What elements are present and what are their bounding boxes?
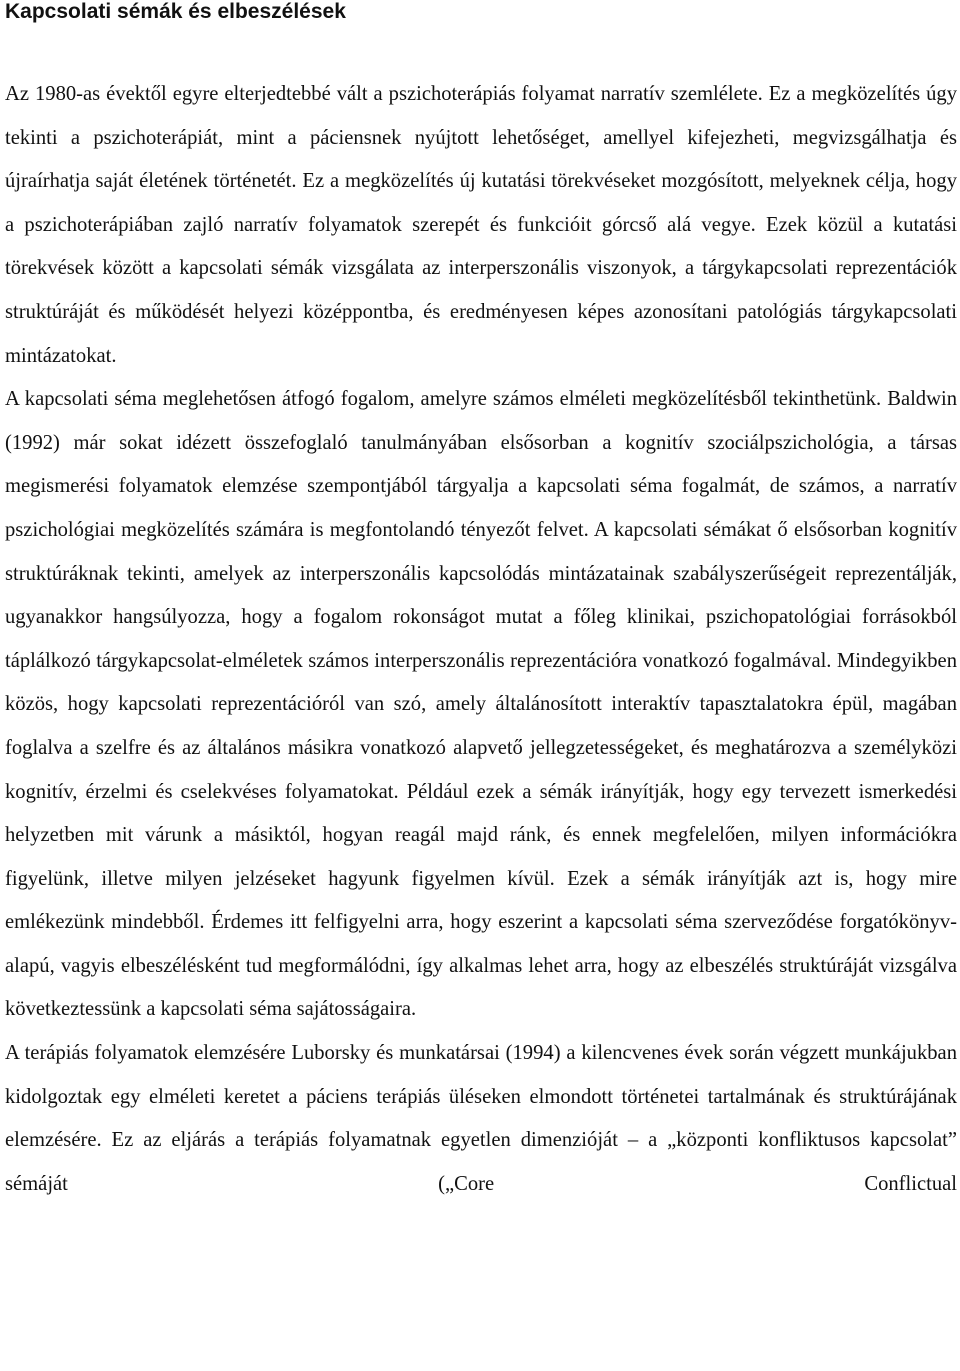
paragraph-2: A kapcsolati séma meglehetősen átfogó fogalom, amelyre számos elméleti megközelítésből tekinthetünk. Baldwin (1992) már sokat idézett összefoglaló tanulmányában elsősorban a kognitív szociálpszichológia, a társas megismerési folyamatok elemzése szempontjából tárgyalja a kapcsolati séma fogalmát, de számos, a narratív pszichológiai megközelítés számára is megfontolandó tényezőt felvet. A kapcsolati sémákat ő elsősorban kognitív struktúráknak tekinti, amelyek az interperszonális kapcsolódás mintázatainak szabályszerűségeit reprezentálják, ugyanakkor hangsúlyozza, hogy a fogalom rokonságot mutat a főleg klinikai, pszichopatológiai forrásokból táplálkozó tárgykapcsolat-elméletek számos interperszonális reprezentációra vonatkozó fogalmával. Mindegyikben közös, hogy kapcsolati reprezentációról van szó, amely általánosított interaktív tapasztalatokra épül, magában foglalva a szelfre és az általános másikra vonatkozó alapvető jellegzetességeket, és meghatározva a személyközi kognitív, érzelmi és cselekvéses folyamatokat. Például ezek a sémák irányítják, hogy egy tervezett ismerkedési helyzetben mit várunk a másiktól, hogyan reagál majd ránk, és ennek megfelelően, milyen információkra figyelünk, illetve milyen jelzéseket hagyunk figyelmen kívül. Ezek a sémák irányítják azt is, hogy mire emlékezünk mindebből. Érdemes itt felfigyelni arra, hogy eszerint a kapcsolati séma szerveződése forgatókönyv-alapú, vagyis elbeszélésként tud megformálódni, így alkalmas lehet arra, hogy az elbeszélés struktúráját vizsgálva következtessünk a kapcsolati séma sajátosságaira. xyxy=(5,388,957,1021)
paragraph-3: A terápiás folyamatok elemzésére Luborsky és munkatársai (1994) a kilencvenes évek során végzett munkájukban kidolgoztak egy elméleti keretet a páciens terápiás üléseken elmondott történetei tartalmának és struktúrájának elemzésére. Ez az eljárás a terápiás folyamatnak egyetlen dimenzióját – a „központi konfliktusos kapcsolat” sémáját („Core Conflictual xyxy=(5,1042,957,1195)
paragraph-1: Az 1980-as évektől egyre elterjedtebbé vált a pszichoterápiás folyamat narratív szemlélete. Ez a megközelítés úgy tekinti a pszichoterápiát, mint a páciensnek nyújtott lehetőséget, amellyel kifejezheti, megvizsgálhatja és újraírhatja saját életének történetét. Ez a megközelítés új kutatási törekvéseket mozgósított, melyeknek célja, hogy a pszichoterápiában zajló narratív folyamatok szerepét és funkcióit górcső alá vegye. Ezek közül a kutatási törekvések között a kapcsolati sémák vizsgálata az interperszonális viszonyok, a tárgykapcsolati reprezentációk struktúráját és működését helyezi középpontba, és eredményesen képes azonosítani patológiás tárgykapcsolati mintázatokat. xyxy=(5,83,957,367)
document-title: Kapcsolati sémák és elbeszélések xyxy=(5,0,346,23)
